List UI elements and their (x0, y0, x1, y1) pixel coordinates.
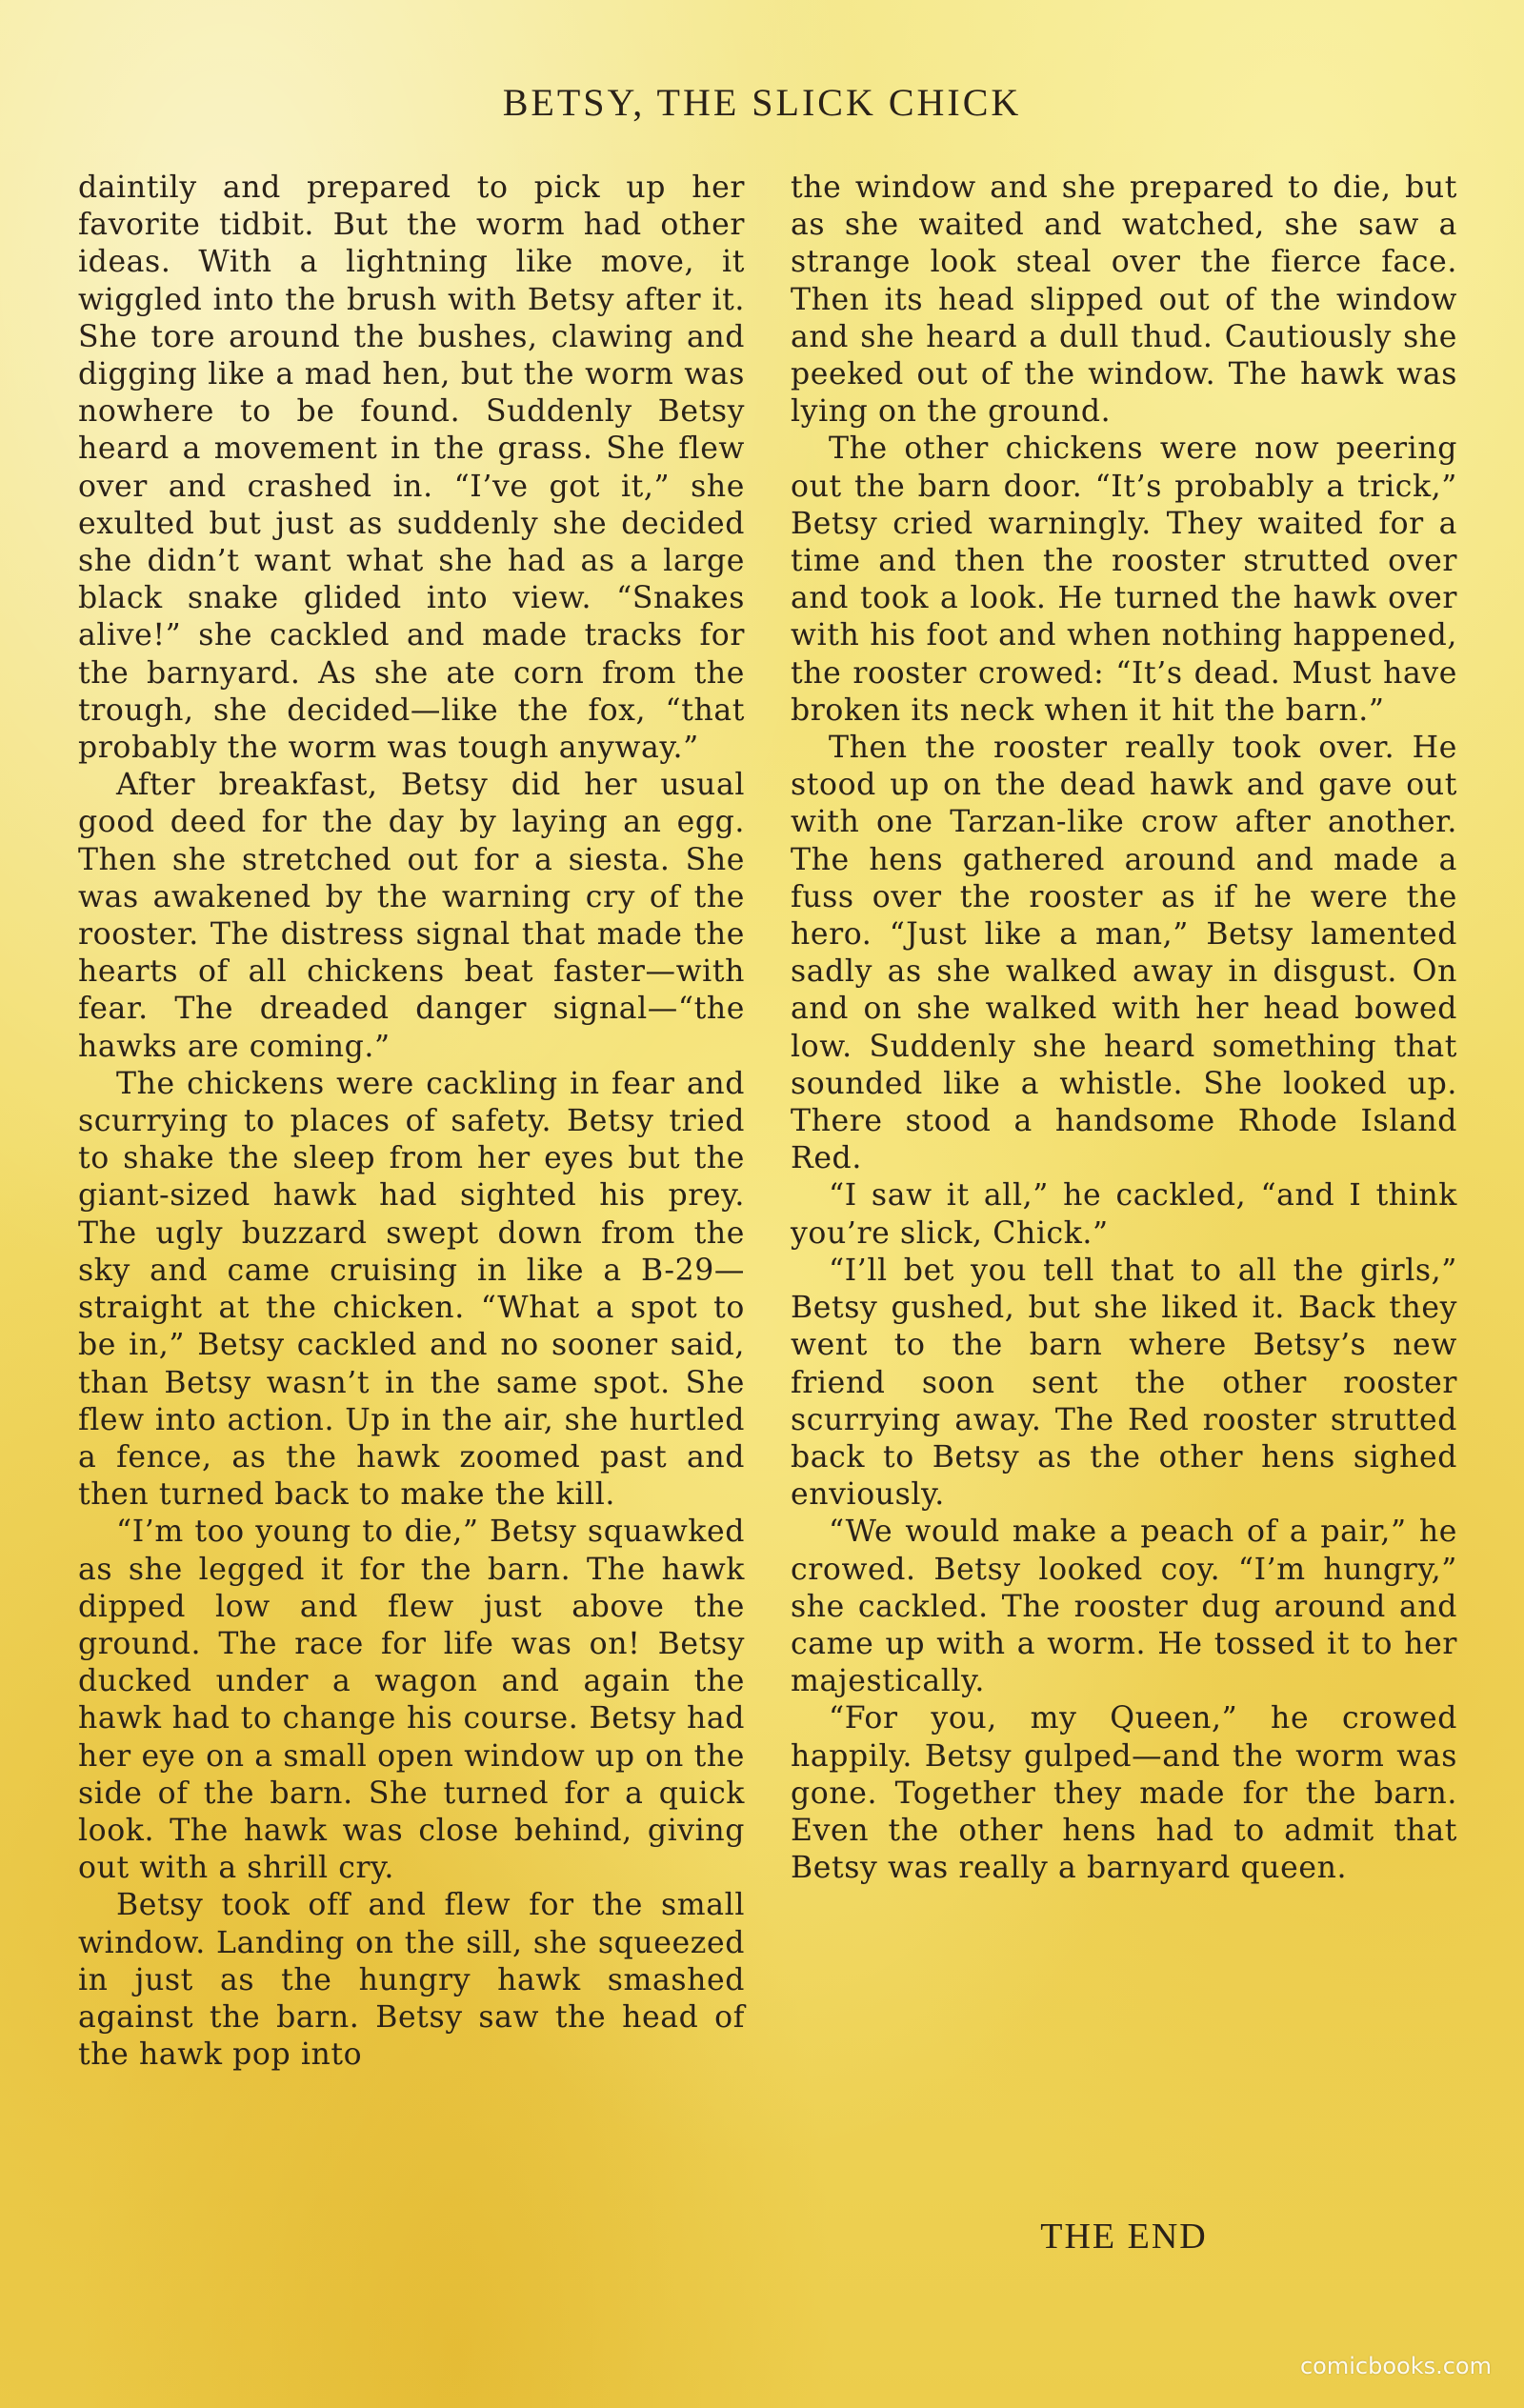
right-text-column (791, 170, 1457, 1887)
the-end-label: THE END (1040, 2217, 1208, 2257)
left-text-column (78, 170, 745, 2074)
story-paragraph: The chickens were cackling in fear and scurrying to places of safety. Betsy tried to shake the sleep from her eyes but the giant-sized hawk had sighted his prey. The ugly buzzard swept down from the sky and came cruising in like a B-29—straight at the chicken. “What a spot to be in,” Betsy cackled and no sooner said, than Betsy wasn’t in the same spot. She flew into action. Up in the air, she hurtled a fence, as the hawk zoomed past and then turned back to make the kill. (78, 1066, 745, 1513)
story-paragraph: the window and she prepared to die, but as she waited and watched, she saw a strange look steal over the fierce face. Then its head slipped out of the window and she heard a dull thud. Cautiously she peeked out of the window. The hawk was lying on the ground. (791, 171, 1457, 430)
site-watermark: comicbooks.com (1299, 2353, 1492, 2379)
story-paragraph: “I’m too young to die,” Betsy squawked as she legged it for the barn. The hawk dipped low and flew just above the ground. The race for life was on! Betsy ducked under a wagon and again the hawk had to change his course. Betsy had her eye on a small open window up on the side of the barn. She turned for a quick look. The hawk was close behind, giving out with a shrill cry. (78, 1515, 745, 1886)
story-paragraph: “I’ll bet you tell that to all the girls,” Betsy gushed, but she liked it. Back they went to the barn where Betsy’s new friend soon sent the other rooster scurrying away. The Red rooster strutted back to Betsy as the other hens sighed enviously. (791, 1253, 1457, 1513)
story-paragraph: “For you, my Queen,” he crowed happily. Betsy gulped—and the worm was gone. Together they made for the barn. Even the other hens had to admit that Betsy was really a barnyard queen. (791, 1701, 1457, 1886)
story-title: BETSY, THE SLICK CHICK (502, 81, 1022, 124)
story-paragraph: Betsy took off and flew for the small window. Landing on the sill, she squeezed in just as the hungry hawk smashed against the barn. Betsy saw the head of the hawk pop into (78, 1888, 745, 2073)
story-paragraph: After breakfast, Betsy did her usual good deed for the day by laying an egg. Then she stretched out for a siesta. She was awakened by the warning cry of the rooster. The distress signal that made the hearts of all chickens beat faster—with fear. The dreaded danger signal—“the hawks are coming.” (78, 768, 745, 1064)
story-paragraph: daintily and prepared to pick up her favorite tidbit. But the worm had other ideas. With a lightning like move, it wiggled into the brush with Betsy after it. She tore around the bushes, clawing and digging like a mad hen, but the worm was nowhere to be found. Suddenly Betsy heard a movement in the grass. She flew over and crashed in. “I’ve got it,” she exulted but just as suddenly she decided she didn’t want what she had as a large black snake glided into view. “Snakes alive!” she cackled and made tracks for the barnyard. As she ate corn from the trough, she decided—like the fox, “that probably the worm was tough anyway.” (78, 171, 745, 766)
story-paragraph: Then the rooster really took over. He stood up on the dead hawk and gave out with one Tarzan-like crow after another. The hens gathered around and made a fuss over the rooster as if he were the hero. “Just like a man,” Betsy lamented sadly as she walked away in disgust. On and on she walked with her head bowed low. Suddenly she heard something that sounded like a whistle. She looked up. There stood a handsome Rhode Island Red. (791, 731, 1457, 1176)
story-paragraph: “I saw it all,” he cackled, “and I think you’re slick, Chick.” (791, 1178, 1457, 1251)
story-paragraph: The other chickens were now peering out the barn door. “It’s probably a trick,” Betsy cried warningly. They waited for a time and then the rooster strutted over and took a look. He turned the hawk over with his foot and when nothing happened, the rooster crowed: “It’s dead. Must have broken its neck when it hit the barn.” (791, 431, 1457, 728)
story-paragraph: “We would make a peach of a pair,” he crowed. Betsy looked coy. “I’m hungry,” she cackled. The rooster dug around and came up with a worm. He tossed it to her majestically. (791, 1515, 1457, 1699)
